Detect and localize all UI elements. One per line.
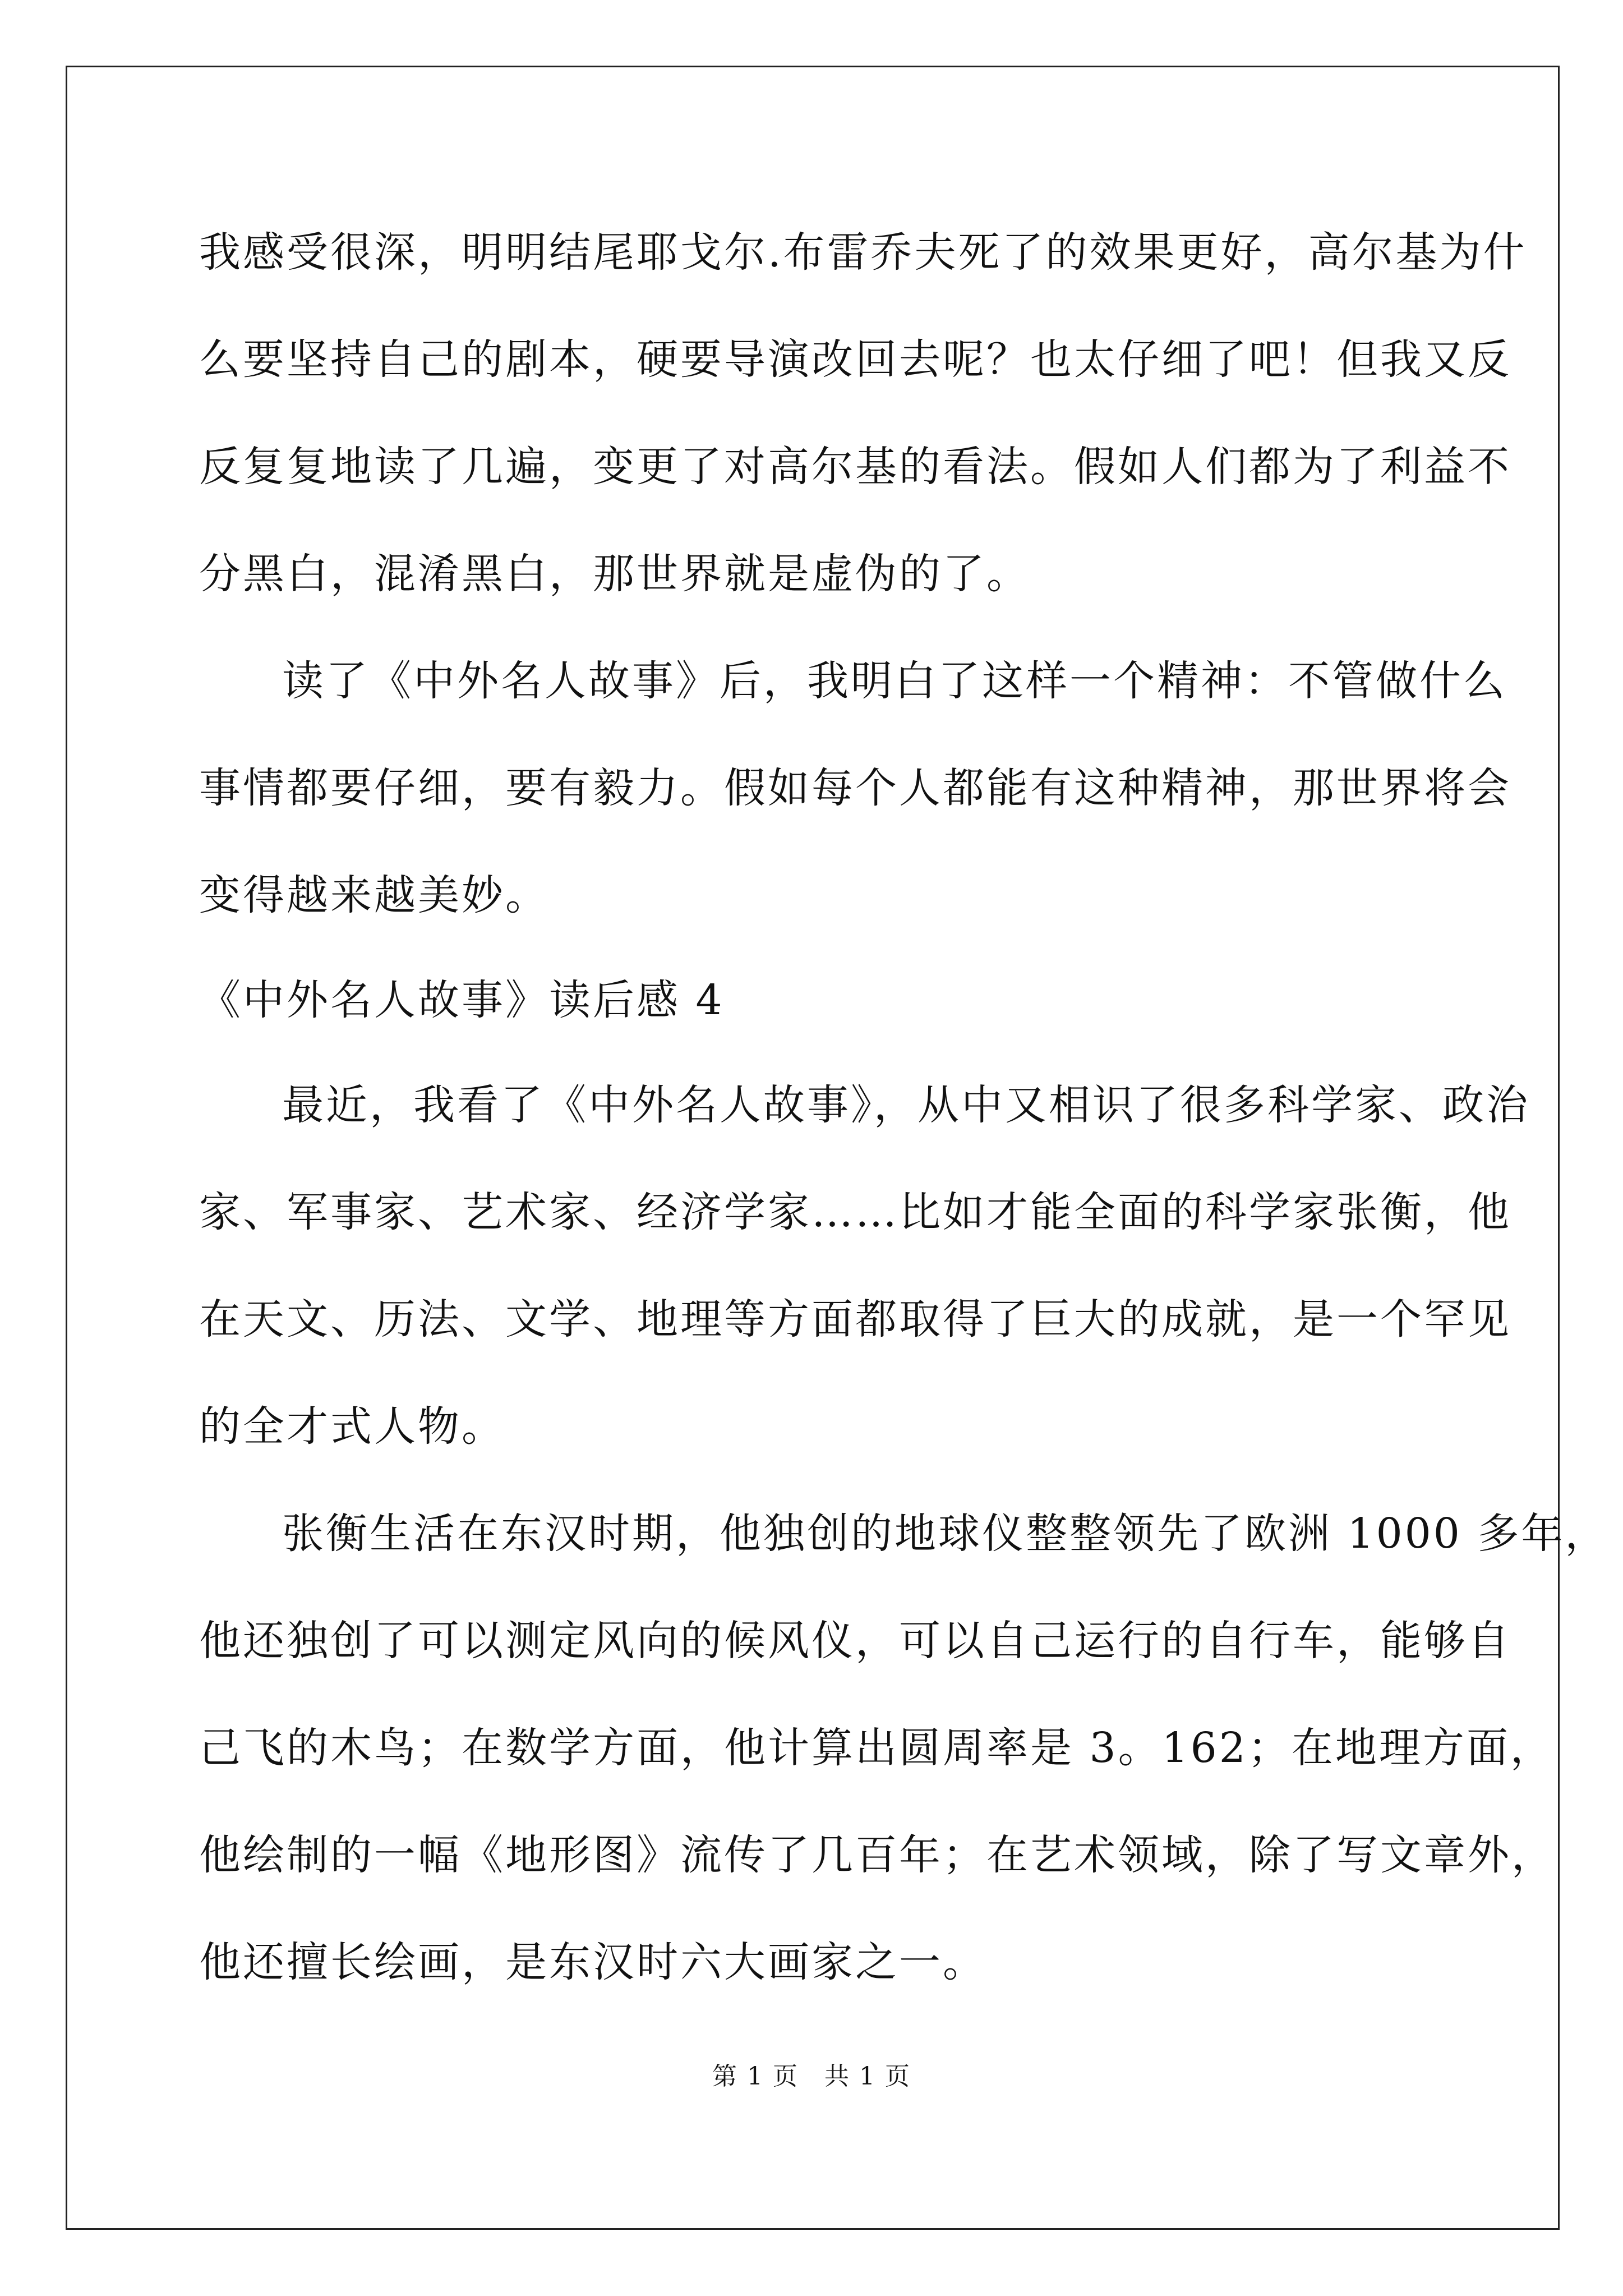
paragraph-line: 读了《中外名人故事》后，我明白了这样一个精神：不管做什么 [282, 657, 1507, 705]
paragraph-line: 家、军事家、艺术家、经济学家……比如才能全面的科学家张衡，他 [199, 1188, 1511, 1236]
paragraph-line: 张衡生活在东汉时期，他独创的地球仪整整领先了欧洲 1000 多年， [282, 1510, 1609, 1558]
section-heading: 《中外名人故事》读后感 4 [199, 976, 725, 1024]
page-border [66, 66, 1560, 2230]
paragraph-line: 我感受很深，明明结尾耶戈尔.布雷乔夫死了的效果更好，高尔基为什 [199, 228, 1527, 277]
paragraph-line: 事情都要仔细，要有毅力。假如每个人都能有这种精神，那世界将会 [199, 764, 1511, 812]
paragraph-line: 他还擅长绘画，是东汉时六大画家之一。 [199, 1938, 986, 1986]
paragraph-line: 他绘制的一幅《地形图》流传了几百年；在艺术领域，除了写文章外， [199, 1831, 1555, 1879]
paragraph-line: 反复复地读了几遍，变更了对高尔基的看法。假如人们都为了利益不 [199, 443, 1511, 491]
paragraph-line: 在天文、历法、文学、地理等方面都取得了巨大的成就，是一个罕见 [199, 1295, 1511, 1343]
paragraph-line: 么要坚持自己的剧本，硬要导演改回去呢？也太仔细了吧！但我又反 [199, 335, 1511, 384]
paragraph-line: 变得越来越美妙。 [199, 871, 549, 919]
paragraph-line: 他还独创了可以测定风向的候风仪，可以自己运行的自行车，能够自 [199, 1617, 1511, 1665]
paragraph-line: 的全才式人物。 [199, 1402, 505, 1451]
paragraph-line: 最近，我看了《中外名人故事》，从中又相识了很多科学家、政治 [282, 1081, 1530, 1129]
paragraph-line: 分黑白，混淆黑白，那世界就是虚伪的了。 [199, 550, 1030, 598]
page-number-footer: 第 1 页 共 1 页 [712, 2062, 911, 2091]
paragraph-line: 己飞的木鸟；在数学方面，他计算出圆周率是 3。162；在地理方面， [199, 1724, 1554, 1772]
